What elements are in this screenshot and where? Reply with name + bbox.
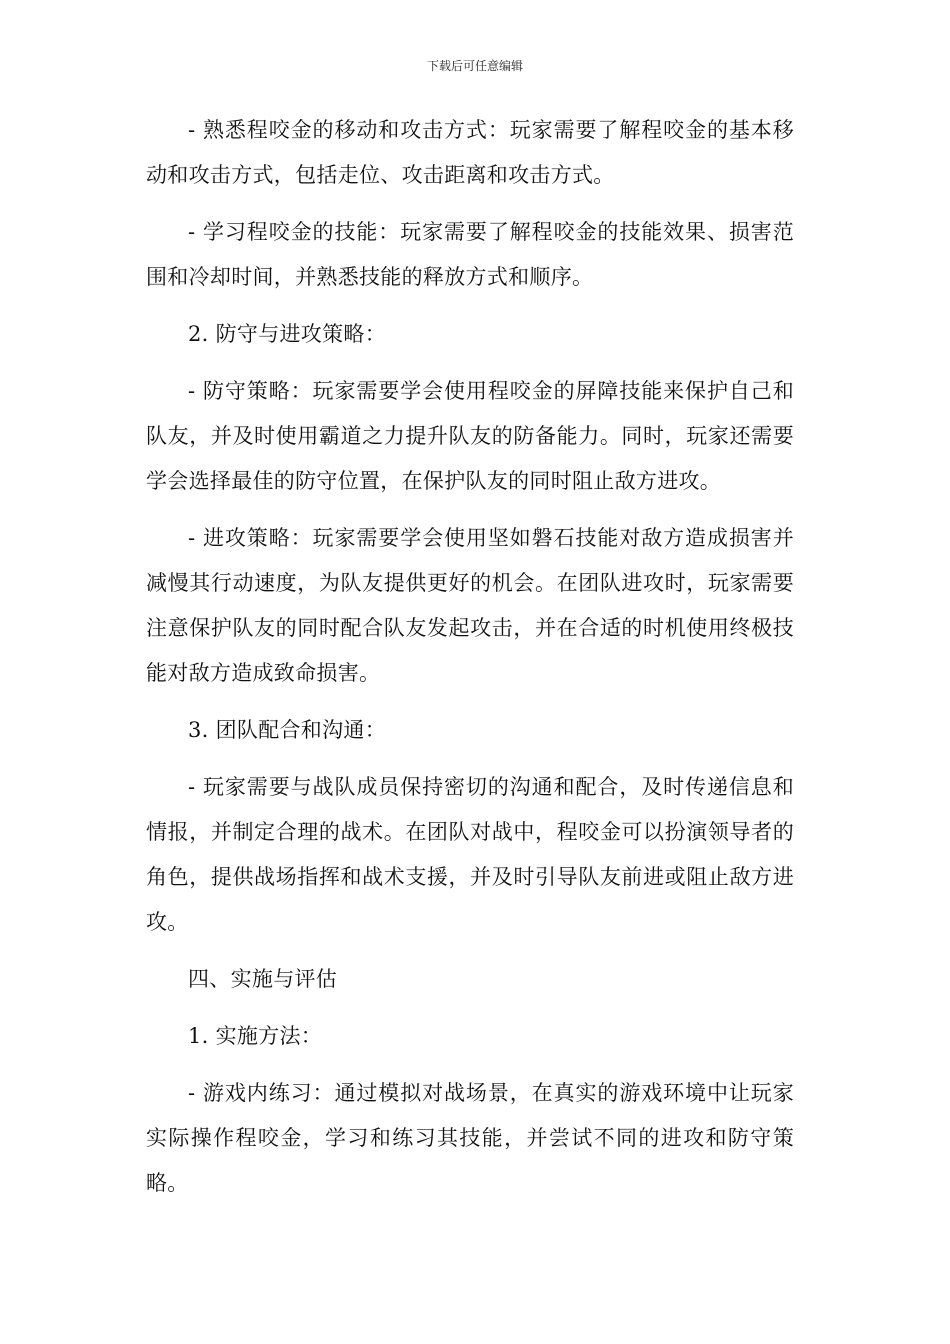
paragraph-movement: - 熟悉程咬金的移动和攻击方式：玩家需要了解程咬金的基本移动和攻击方式，包括走位、攻击距离和攻击方式。 bbox=[146, 118, 794, 187]
paragraph-attack-strategy: - 进攻策略：玩家需要学会使用坚如磐石技能对敌方造成损害并减慢其行动速度，为队友提供更好的机会。在团队进攻时，玩家需要注意保护队友的同时配合队友发起攻击，并在合适的时机使用终极技能对敌方造成致命损害。 bbox=[146, 526, 794, 685]
heading-defense-attack: 2. 防守与进攻策略： bbox=[188, 322, 387, 346]
paragraph-teamwork: - 玩家需要与战队成员保持密切的沟通和配合，及时传递信息和情报，并制定合理的战术。在团队对战中，程咬金可以扮演领导者的角色，提供战场指挥和战术支援，并及时引导队友前进或阻止敌方进攻。 bbox=[146, 775, 794, 934]
document-body bbox=[146, 108, 794, 1218]
section-heading-implementation: 四、实施与评估 bbox=[188, 967, 338, 991]
page-header: 下载后可任意编辑 bbox=[426, 59, 523, 73]
heading-method: 1. 实施方法： bbox=[188, 1024, 323, 1048]
paragraph-defense-strategy: - 防守策略：玩家需要学会使用程咬金的屏障技能来保护自己和队友，并及时使用霸道之力提升队友的防备能力。同时，玩家还需要学会选择最佳的防守位置，在保护队友的同时阻止敌方进攻。 bbox=[146, 379, 794, 493]
paragraph-skills: - 学习程咬金的技能：玩家需要了解程咬金的技能效果、损害范围和冷却时间，并熟悉技能的释放方式和顺序。 bbox=[146, 220, 794, 289]
heading-teamwork: 3. 团队配合和沟通： bbox=[188, 718, 387, 742]
paragraph-practice: - 游戏内练习：通过模拟对战场景，在真实的游戏环境中让玩家实际操作程咬金，学习和练习其技能，并尝试不同的进攻和防守策略。 bbox=[146, 1081, 794, 1195]
